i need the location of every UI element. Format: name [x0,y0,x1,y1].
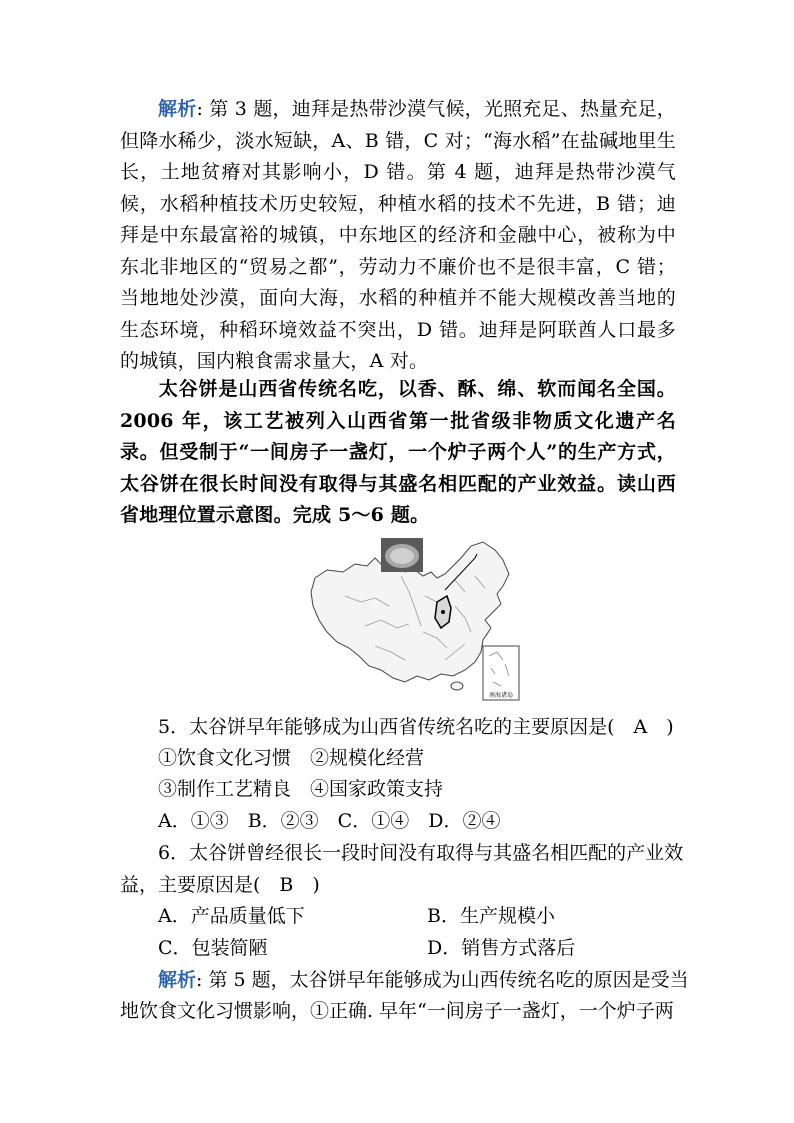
intro-paragraph [120,374,676,532]
analysis-paragraph-1 [120,94,676,378]
analysis-2-line2: 地饮食文化习惯影响，①正确. 早年“一间房子一盏灯，一个炉子两 [120,1000,674,1022]
q5-stem: 5．太谷饼早年能够成为山西省传统名吃的主要原因是( A ) [158,716,674,738]
q5-items-2: ③制作工艺精良 ④国家政策支持 [158,778,444,800]
q6-stem-line1: 6．太谷饼曾经很长一段时间没有取得与其盛名相匹配的产业效 [158,842,684,864]
analysis-2-text-1: : 第 5 题，太谷饼早年能够成为山西传统名吃的原因是受当 [196,969,689,991]
analysis-2-line1 [158,965,689,992]
shanxi-location-map [305,536,523,706]
q6-option-a: A．产品质量低下 [158,905,305,927]
china-map-figure [305,536,523,706]
q5-items-1: ①饮食文化习惯 ②规模化经营 [158,747,425,769]
intro-text: 太谷饼是山西省传统名吃，以香、酥、绵、软而闻名全国。2006 年，该工艺被列入山西省第一批省级非物质文化遗产名录。但受制于“一间房子一盏灯，一个炉子两个人”的生产方式，太谷饼在很长时间没有取得与其盛名相匹配的产业效益。读山西省地理位置示意图。完成 5～6 题。 [120,378,676,526]
q6-stem-line2: 益，主要原因是( B ) [120,874,320,896]
analysis-1-text: : 第 3 题，迪拜是热带沙漠气候，光照充足、热量充足，但降水稀少，淡水短缺，A、B 错，C 对；“海水稻”在盐碱地里生长，土地贫瘠对其影响小，D 错。第 4 题，迪拜是热带沙漠气候，水稻种植技术历史较短，种植水稻的技术不先进，B 错；迪拜是中东最富裕的城镇，中东地区的经济和金融中心，被称为中东北非地区的“贸易之都”，劳动力不廉价也不是很丰富，C 错；当地地处沙漠，面向大海，水稻的种植并不能大规模改善当地的生态环境，种稻环境效益不突出，D 错。迪拜是阿联酋人口最多的城镇，国内粮食需求量大，A 对。 [120,98,676,372]
q6-option-d: D．销售方式落后 [427,937,576,959]
q5-options: A．①③ B．②③ C．①④ D．②④ [158,810,501,832]
q6-option-c: C．包装简陋 [158,937,268,959]
q6-option-b: B．生产规模小 [427,905,555,927]
analysis-label-2: 解析 [158,969,197,991]
analysis-label: 解析 [158,98,197,120]
inset-label: 南海诸岛 [488,692,514,699]
